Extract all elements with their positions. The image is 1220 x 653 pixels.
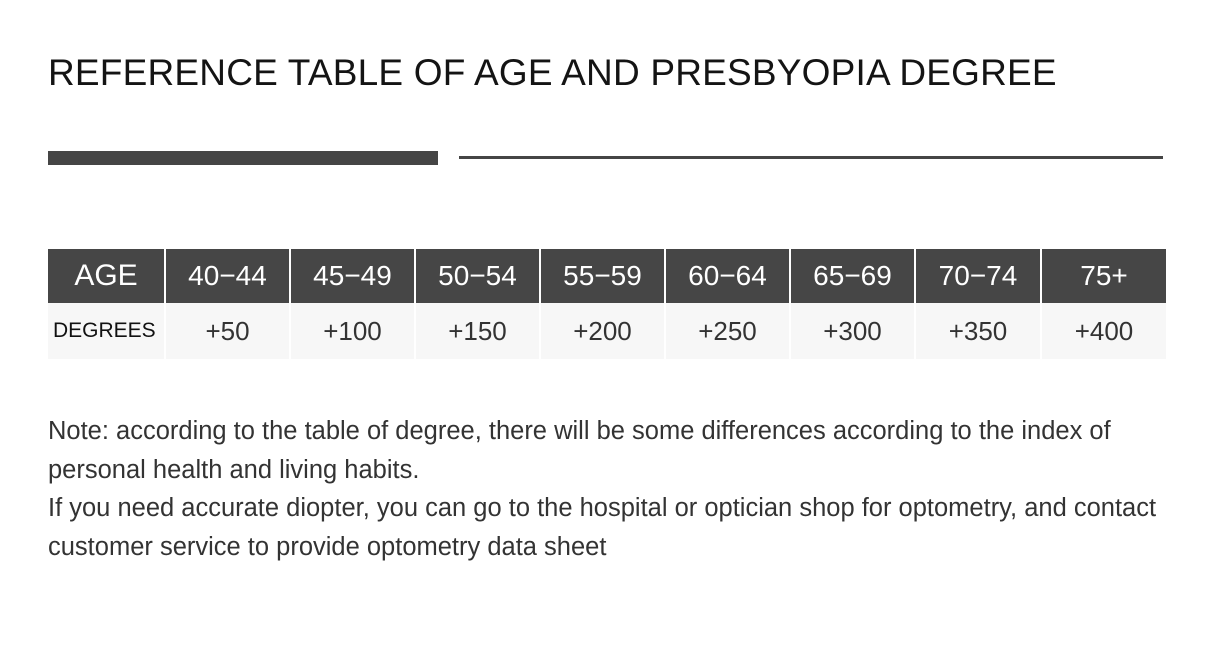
degree-cell: +350 bbox=[915, 303, 1041, 359]
age-cell: 60−64 bbox=[665, 249, 790, 303]
note-paragraph-health: Note: according to the table of degree, there will be some differences according to the index of personal health and living habits. bbox=[48, 417, 1111, 484]
degree-cell: +150 bbox=[415, 303, 540, 359]
degree-cell: +200 bbox=[540, 303, 665, 359]
page-title: REFERENCE TABLE OF AGE AND PRESBYOPIA DEGREE bbox=[48, 52, 1057, 93]
degree-cell: +100 bbox=[290, 303, 415, 359]
degree-cell: +250 bbox=[665, 303, 790, 359]
degree-cell: +50 bbox=[165, 303, 290, 359]
age-cell: 55−59 bbox=[540, 249, 665, 303]
age-row bbox=[48, 249, 1166, 303]
degree-cell: +400 bbox=[1041, 303, 1166, 359]
age-cell: 50−54 bbox=[415, 249, 540, 303]
age-cell: 45−49 bbox=[290, 249, 415, 303]
title-underline-thick bbox=[48, 151, 438, 165]
note-paragraph-optometry: If you need accurate diopter, you can go to the hospital or optician shop for optometry, and contact customer service to provide optometry data sheet bbox=[48, 494, 1157, 561]
note-text bbox=[48, 412, 1178, 566]
age-cell: 65−69 bbox=[790, 249, 915, 303]
age-cell: 70−74 bbox=[915, 249, 1041, 303]
age-degree-table bbox=[48, 249, 1166, 359]
degree-cell: +300 bbox=[790, 303, 915, 359]
degree-row-header: DEGREES bbox=[48, 303, 165, 359]
age-cell: 40−44 bbox=[165, 249, 290, 303]
age-cell: 75+ bbox=[1041, 249, 1166, 303]
age-row-header: AGE bbox=[48, 249, 165, 303]
degree-row bbox=[48, 303, 1166, 359]
title-underline-thin bbox=[459, 156, 1163, 159]
